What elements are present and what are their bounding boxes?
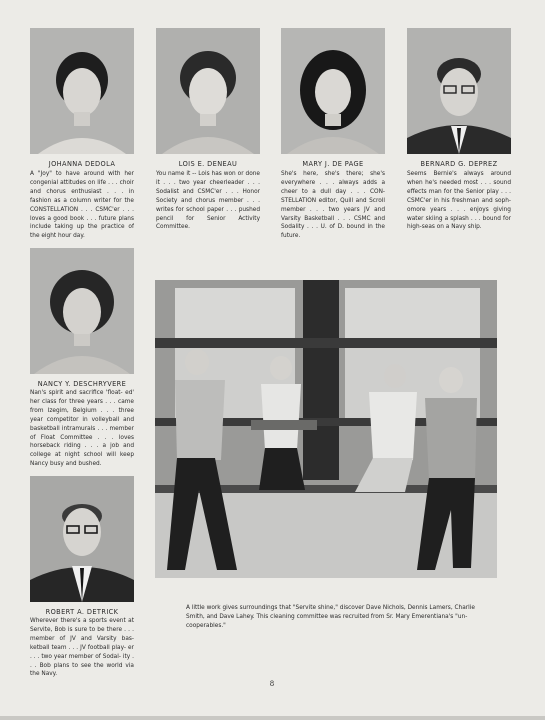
portrait-johanna-dedola: [30, 28, 134, 154]
student-bio-johanna-dedola: A "Joy" to have around with her congenial attitudes on life . . . choir and chorus enthusiast . . . in fashion as a column writer for the CONSTELLATION . . . CSMC'er . . . loves a good book . . . future plans include taking up the practice of the eight hour day.: [30, 171, 134, 240]
portrait-mary-depage: [281, 28, 385, 154]
student-name-bernard-deprez: BERNARD G. DEPREZ: [420, 160, 498, 168]
group-photo-cleaning-committee: [155, 280, 497, 578]
student-bio-bernard-deprez: Seems Bernie's always around when he's needed most . . . sound effects man for the Senior play . . . CSMC'er in his freshman and soph- omore years . . . enjoys giving water skiing a splash . . . bound for high-seas on a Navy ship.: [407, 171, 511, 231]
student-bio-robert-detrick: Wherever there's a sports event at Servite, Bob is sure to be there . . . member of JV and Varsity bas- ketball team . . . JV football play- er . . . two year member of Sodal- ity . . . Bob plans to see the world via the Navy.: [30, 618, 134, 677]
student-bio-mary-depage: She's here, she's there; she's everywhere . . . always adds a cheer to a dull day . . . CON- STELLATION editor, Quill and Scroll member . . . two years JV and Varsity Basketball . . . CSMC and Sodality . . . U. of D. bound in the future.: [281, 171, 385, 240]
student-name-robert-detrick: ROBERT A. DETRICK: [45, 608, 119, 616]
student-name-mary-depage: MARY J. DE PAGE: [302, 160, 364, 168]
student-bio-lois-deneau: You name it -- Lois has won or done it . . . two year cheerleader . . . Sodalist and CSMC'er . . . Honor Society and chorus member . . . writes for school paper . . . pushed pencil for Senior Activity Committee.: [156, 171, 260, 231]
student-bio-nancy-deschryvere: Nan's spirit and sacrifice 'float- ed' her class for three years . . . came from Izegim, Belgium . . . three year competitor in volleyball and basketball intramurals . . . member of Float Committee . . . loves horseback riding . . . a job and college at night school will keep Nancy busy and bushed.: [30, 390, 134, 468]
student-name-lois-deneau: LOIS E. DENEAU: [178, 160, 238, 168]
student-name-johanna-dedola: JOHANNA DEDOLA: [48, 160, 116, 168]
portrait-lois-deneau: [156, 28, 260, 154]
scan-edge: [0, 716, 545, 720]
portrait-robert-detrick: [30, 476, 134, 602]
student-name-nancy-deschryvere: NANCY Y. DESCHRYVERE: [37, 380, 127, 388]
page-number: 8: [269, 680, 275, 688]
group-photo-caption: A little work gives surroundings that "Servite shine," discover Dave Nichols, Dennis Lamers, Charlie Smith, and Dave Lahey. This cleaning committee was recruited from Sr. Mary Emerentiana's "un-cooperables.": [186, 605, 475, 629]
portrait-nancy-deschryvere: [30, 248, 134, 374]
portrait-bernard-deprez: [407, 28, 511, 154]
